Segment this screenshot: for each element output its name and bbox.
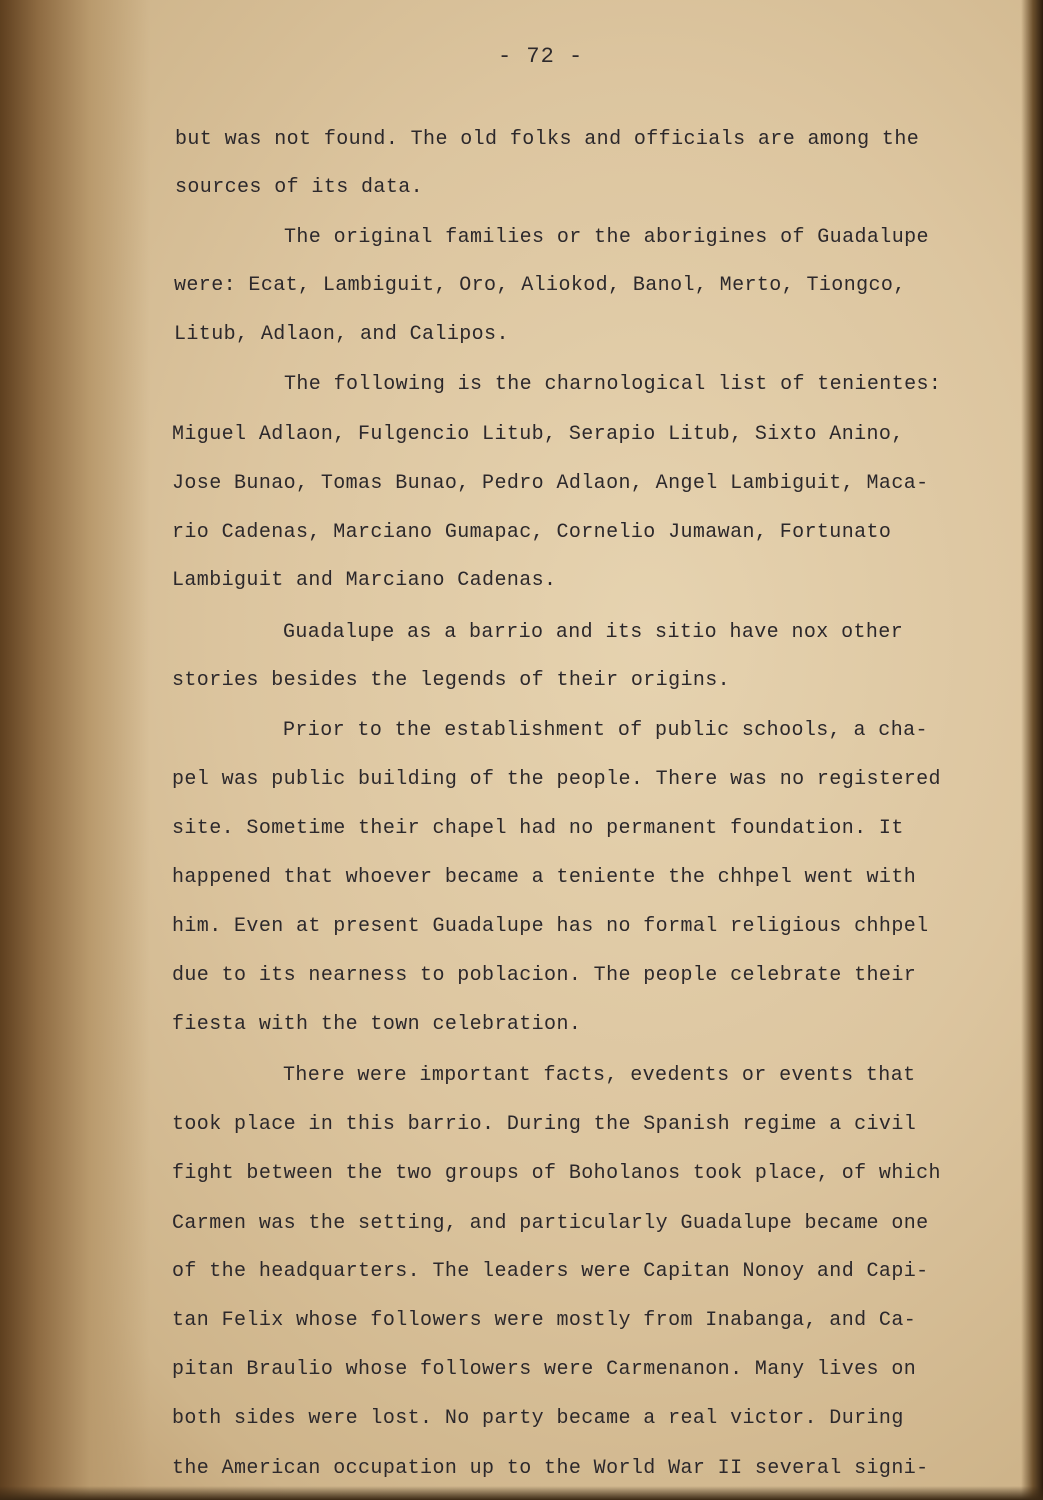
text-line: stories besides the legends of their origins. [172, 669, 731, 692]
text-line: Carmen was the setting, and particularly Guadalupe became one [172, 1212, 929, 1235]
text-line: fiesta with the town celebration. [172, 1013, 582, 1036]
text-line: The original families or the aborigines of Guadalupe [284, 226, 929, 249]
text-line: Litub, Adlaon, and Calipos. [174, 323, 509, 346]
text-line: Jose Bunao, Tomas Bunao, Pedro Adlaon, Angel Lambiguit, Maca- [172, 472, 929, 495]
text-line: site. Sometime their chapel had no permanent foundation. It [172, 817, 904, 840]
text-line: sources of its data. [175, 176, 424, 199]
text-line: Miguel Adlaon, Fulgencio Litub, Serapio Litub, Sixto Anino, [172, 423, 904, 446]
text-line: The following is the charnological list of tenientes: [284, 373, 942, 396]
text-line: but was not found. The old folks and officials are among the [175, 128, 920, 151]
text-line: were: Ecat, Lambiguit, Oro, Aliokod, Banol, Merto, Tiongco, [174, 274, 906, 297]
page-right-edge [1021, 0, 1043, 1500]
text-line: Lambiguit and Marciano Cadenas. [172, 569, 557, 592]
text-line: pitan Braulio whose followers were Carmenanon. Many lives on [172, 1358, 917, 1381]
text-line: Guadalupe as a barrio and its sitio have nox other [283, 621, 904, 644]
text-line: There were important facts, evedents or events that [283, 1064, 916, 1087]
text-line: rio Cadenas, Marciano Gumapac, Cornelio Jumawan, Fortunato [172, 521, 892, 544]
text-line: took place in this barrio. During the Spanish regime a civil [172, 1113, 917, 1136]
text-line: tan Felix whose followers were mostly from Inabanga, and Ca- [172, 1309, 917, 1332]
text-line: him. Even at present Guadalupe has no formal religious chhpel [172, 915, 929, 938]
text-line: due to its nearness to poblacion. The people celebrate their [172, 964, 917, 987]
page-bottom-edge [0, 1486, 1043, 1500]
page-binding-shadow [0, 0, 150, 1500]
page-number: - 72 - [498, 44, 584, 69]
text-line: Prior to the establishment of public schools, a cha- [283, 719, 928, 742]
text-line: happened that whoever became a teniente the chhpel went with [172, 866, 917, 889]
text-line: of the headquarters. The leaders were Capitan Nonoy and Capi- [172, 1260, 929, 1283]
text-line: fight between the two groups of Boholanos took place, of which [172, 1162, 941, 1185]
text-line: both sides were lost. No party became a real victor. During [172, 1407, 904, 1430]
text-line: the American occupation up to the World War II several signi- [172, 1457, 929, 1480]
text-line: pel was public building of the people. There was no registered [172, 768, 941, 791]
